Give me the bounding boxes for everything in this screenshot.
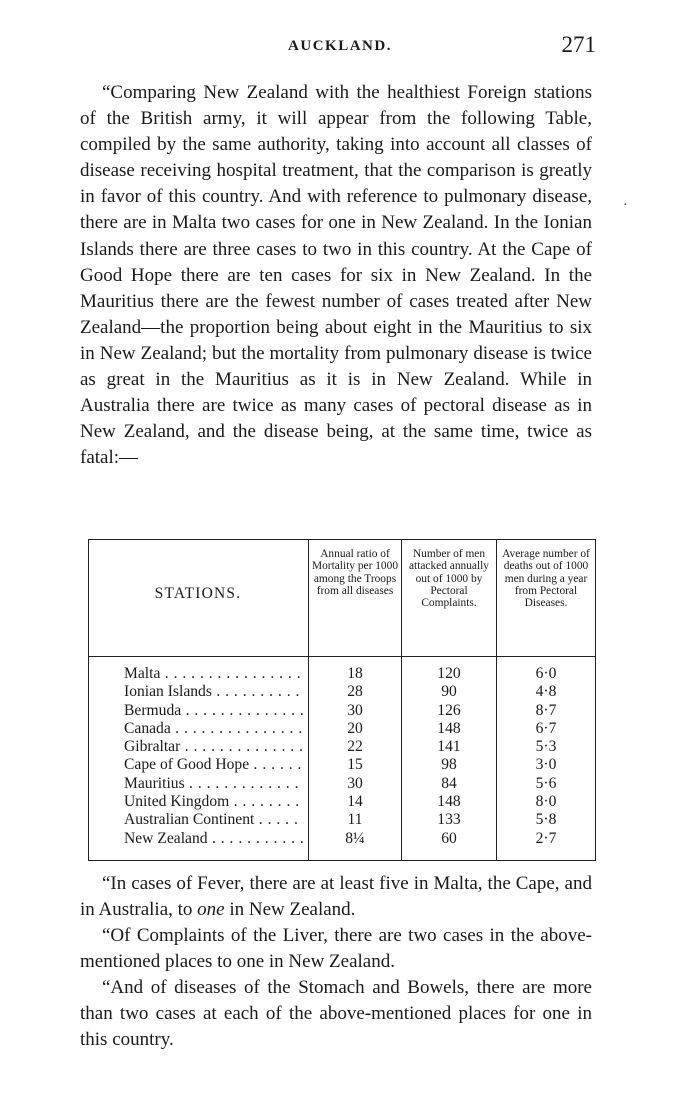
intro-paragraph: “Comparing New Zealand with the healthiest Foreign stations of the British army, it will appear from the following Table, compiled by the same authority, taking into account all classes of disease receiving hospital treatment, that the comparison is greatly in favor of this country. And with reference to pulmonary disease, there are in Malta two cases for one in New Zealand. In the Ionian Islands there are three cases to two in this country. At the Cape of Good Hope there are ten cases for six in New Zealand. In the Mauritius there are the fewest number of cases treated after New Zealand—the proportion being about eight in the Mauritius to six in New Zealand; but the mortality from pulmonary disease is twice as great in the Mauritius as it is in New Zealand. While in Australia there are twice as many cases of pectoral disease as in New Zealand, and the disease being, at the same time, twice as fatal:—: [80, 82, 592, 469]
table-row: [88, 683, 596, 701]
mortality-value: 11: [347, 811, 363, 829]
mortality-value: 14: [347, 793, 363, 811]
attacked-value: 148: [437, 793, 461, 811]
table-row: [88, 720, 596, 738]
station-name: Australian Continent . . .: [124, 811, 304, 829]
fever-paragraph: [80, 871, 592, 923]
table-rule-bottom: [88, 860, 596, 861]
fever-text-before: “In cases of Fever, there are at least five in Malta, the Cape, and in Australia, to: [80, 873, 592, 921]
stations-table: [88, 539, 596, 861]
station-name: Malta . . .: [124, 665, 304, 683]
attacked-header: Number of men attacked annually out of 1000 by Pectoral Complaints.: [408, 548, 489, 610]
attacked-value: 98: [441, 756, 457, 774]
fever-emphasis: one: [197, 899, 225, 921]
attacked-value: 90: [441, 683, 457, 701]
station-name: Mauritius . . .: [124, 775, 304, 793]
deaths-value: 8·0: [535, 793, 557, 811]
deaths-value: 6·0: [535, 665, 557, 682]
table-row: [88, 738, 596, 756]
table-body: [88, 665, 596, 848]
mortality-value: 22: [347, 738, 363, 756]
deaths-value: 5·3: [535, 738, 557, 756]
attacked-value: 60: [441, 829, 457, 847]
stomach-paragraph: “And of diseases of the Stomach and Bowels, there are more than two cases at each of the above-mentioned places for one in this country.: [80, 977, 592, 1051]
station-name: Bermuda . . .: [124, 702, 304, 720]
fever-text-after: in New Zealand.: [224, 899, 356, 921]
attacked-value: 141: [437, 738, 461, 756]
running-head: [80, 34, 600, 62]
attacked-value: 84: [441, 774, 457, 792]
attacked-value: 133: [437, 811, 461, 829]
station-name: Canada . . .: [124, 720, 304, 738]
station-name: New Zealand . . .: [124, 830, 304, 848]
table-row: [88, 756, 596, 774]
mortality-value: 8¼: [345, 829, 365, 847]
page-number: 271: [561, 32, 596, 57]
deaths-value: 2·7: [535, 829, 557, 847]
table-row: [88, 702, 596, 720]
deaths-value: 6·7: [535, 719, 557, 737]
mortality-header: Annual ratio of Mortality per 1000 among the Troops from all diseases: [311, 548, 399, 597]
deaths-value: 8·7: [535, 701, 557, 719]
mortality-value: 30: [347, 701, 363, 719]
mortality-value: 18: [347, 665, 363, 682]
attacked-value: 126: [437, 701, 461, 719]
table-row: [88, 665, 596, 683]
stray-mark: ·: [623, 198, 628, 213]
deaths-header: Average number of deaths out of 1000 men during a year from Pectoral Diseases.: [502, 548, 590, 610]
mortality-value: 20: [347, 719, 363, 737]
mortality-value: 28: [347, 683, 363, 701]
deaths-value: 5·8: [535, 811, 557, 829]
attacked-value: 148: [437, 719, 461, 737]
deaths-value: 5·6: [535, 774, 557, 792]
mortality-value: 30: [347, 774, 363, 792]
table-rule-header: [88, 656, 596, 657]
table-row: [88, 775, 596, 793]
stations-header: STATIONS.: [154, 585, 242, 602]
table-row: [88, 811, 596, 829]
attacked-value: 120: [437, 665, 461, 682]
station-name: Gibraltar . . .: [124, 738, 304, 756]
table-row: [88, 793, 596, 811]
liver-paragraph: “Of Complaints of the Liver, there are two cases in the above-mentioned places to one in New Zealand.: [80, 925, 592, 973]
station-name: Ionian Islands . . .: [124, 683, 304, 701]
table-rule-top: [88, 539, 596, 540]
station-name: United Kingdom . . .: [124, 793, 304, 811]
chapter-title: AUCKLAND.: [288, 38, 392, 54]
station-name: Cape of Good Hope . . .: [124, 756, 304, 774]
mortality-value: 15: [347, 756, 363, 774]
table-row: [88, 830, 596, 848]
deaths-value: 4·8: [535, 683, 557, 701]
deaths-value: 3·0: [535, 756, 557, 774]
